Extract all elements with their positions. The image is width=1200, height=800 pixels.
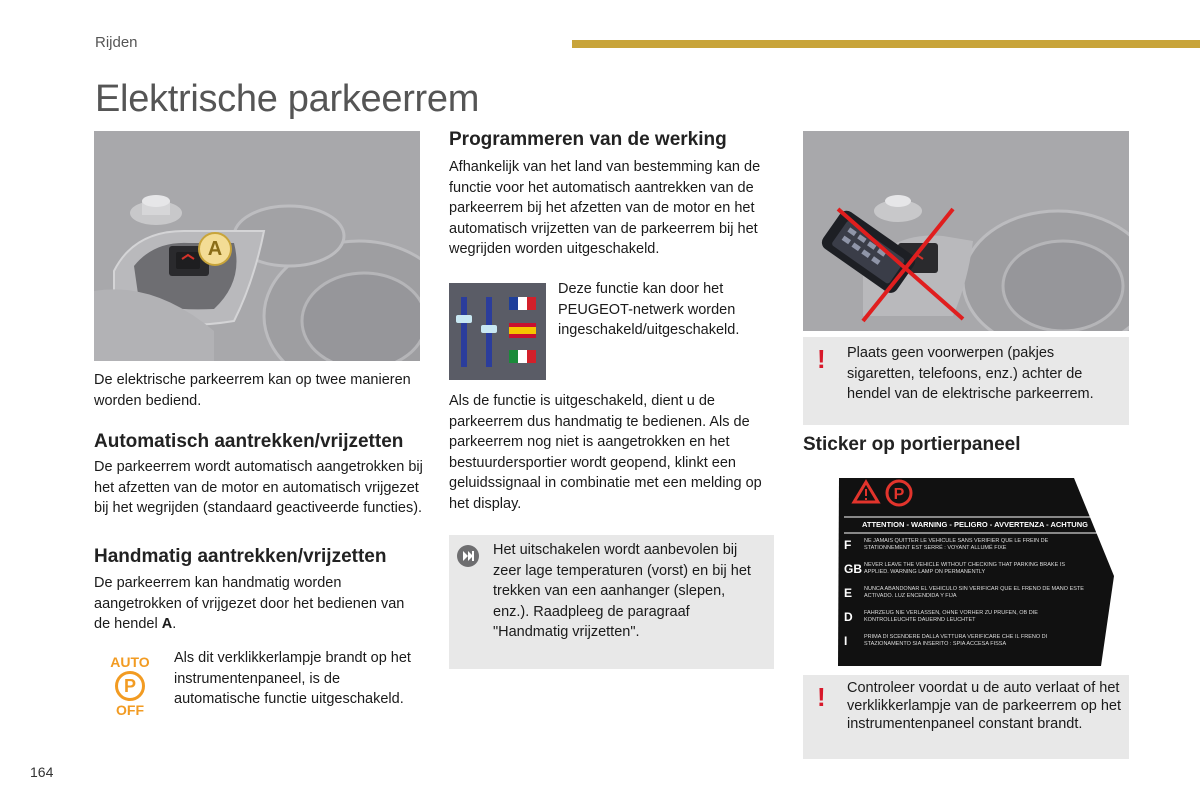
console-object-photo	[803, 131, 1129, 331]
label-a-badge: A	[198, 232, 232, 266]
auto-text: De parkeerrem wordt automatisch aangetrokken bij het afzetten van de motor en automatisch vrijgezet bij het wegrijden (standaard geactiveerde functies).	[94, 459, 423, 516]
section-label: Rijden	[95, 34, 138, 51]
warning-icon: !	[817, 682, 826, 712]
warning-box-objects	[803, 337, 1129, 425]
header-accent-bar	[572, 40, 1200, 48]
sticker-row: I PRIMA DI SCENDERE DALLA VETTURA VERIFICARE CHE IL FRENO DI STAZIONAMENTO SIA INSERITO : SPIA ACCESA FISSA	[844, 634, 1048, 648]
warning-icon: !	[817, 344, 826, 374]
warning-objects-text: Plaats geen voorwerpen (pakjes sigaretten, telefoons, enz.) achter de hendel van de elektrische parkeerrem.	[847, 345, 1094, 402]
sticker-header: ATTENTION - WARNING - PELIGRO - AVVERTENZA - ACHTUNG	[862, 520, 1088, 529]
programming-text: Afhankelijk van het land van bestemming kan de functie voor het automatisch aantrekken van de parkeerrem bij het afzetten van de motor en het automatisch vrijzetten van de parkeerrem bij het wegrijden worden uitgeschakeld.	[449, 159, 761, 257]
lamp-text: Als dit verklikkerlampje brandt op het instrumentenpaneel, is de automatische functie uitgeschakeld.	[174, 650, 411, 707]
peugeot-network-text: Deze functie kan door het PEUGEOT-netwerk worden ingeschakeld/uitgeschakeld.	[558, 281, 740, 338]
manual-text: De parkeerrem kan handmatig worden aangetrokken of vrijgezet door het bedienen van de hendel A.	[94, 575, 405, 632]
settings-screen-image	[449, 283, 546, 380]
page-title: Elektrische parkeerrem	[95, 78, 480, 120]
manual-heading: Handmatig aantrekken/vrijzetten	[94, 546, 387, 567]
note-box	[449, 535, 774, 669]
auto-off-lamp-icon: AUTO P OFF	[110, 654, 150, 718]
svg-text:P: P	[893, 486, 905, 503]
disabled-function-text: Als de functie is uitgeschakeld, dient u de parkeerrem dus handmatig te bedienen. Als de parkeerrem nog niet is aangetrokken en het bestuurdersportier wordt geopend, klinkt een geluidssignaal in combinatie met een melding op het display.	[449, 393, 762, 512]
sticker-row: D FAHRZEUG NIE VERLASSEN, OHNE VORHER ZU PRÜFEN, OB DIE KONTROLLEUCHTE DAUERND LEUCHTET	[844, 610, 1038, 624]
programming-heading: Programmeren van de werking	[449, 129, 727, 150]
sticker-row: GB NEVER LEAVE THE VEHICLE WITHOUT CHECKING THAT PARKING BRAKE IS APPLIED. WARNING LAMP ON PERMANENTLY	[844, 562, 1065, 576]
intro-text: De elektrische parkeerrem kan op twee manieren worden bediend.	[94, 372, 411, 409]
warning-box-lamp	[803, 675, 1129, 759]
sticker-row: F NE JAMAIS QUITTER LE VÉHICULE SANS VÉRIFIER QUE LE FREIN DE STATIONNEMENT EST SERRÉ : VOYANT ALLUMÉ FIXE	[844, 538, 1049, 552]
sticker-heading: Sticker op portierpaneel	[803, 434, 1021, 455]
auto-heading: Automatisch aantrekken/vrijzetten	[94, 431, 404, 452]
parking-brake-photo	[94, 131, 420, 361]
note-text: Het uitschakelen wordt aanbevolen bij zeer lage temperaturen (vorst) en bij het trekken van een aanhanger (slepen, enz.). Raadpleeg de paragraaf "Handmatig vrijzetten".	[493, 542, 751, 640]
warning-lamp-text: Controleer voordat u de auto verlaat of het verklikkerlampje van de parkeerrem op het instrumentenpaneel constant brandt.	[847, 680, 1122, 732]
door-sticker-image	[836, 476, 1115, 666]
sticker-row: E NUNCA ABANDONAR EL VEHÍCULO SIN VERIFICAR QUE EL FRENO DE MANO ESTÉ ACTIVADO. LUZ ENCENDIDA Y FIJA	[844, 586, 1084, 600]
info-arrow-icon	[457, 545, 479, 567]
page-number: 164	[30, 764, 54, 780]
sticker-rows	[844, 538, 1089, 657]
